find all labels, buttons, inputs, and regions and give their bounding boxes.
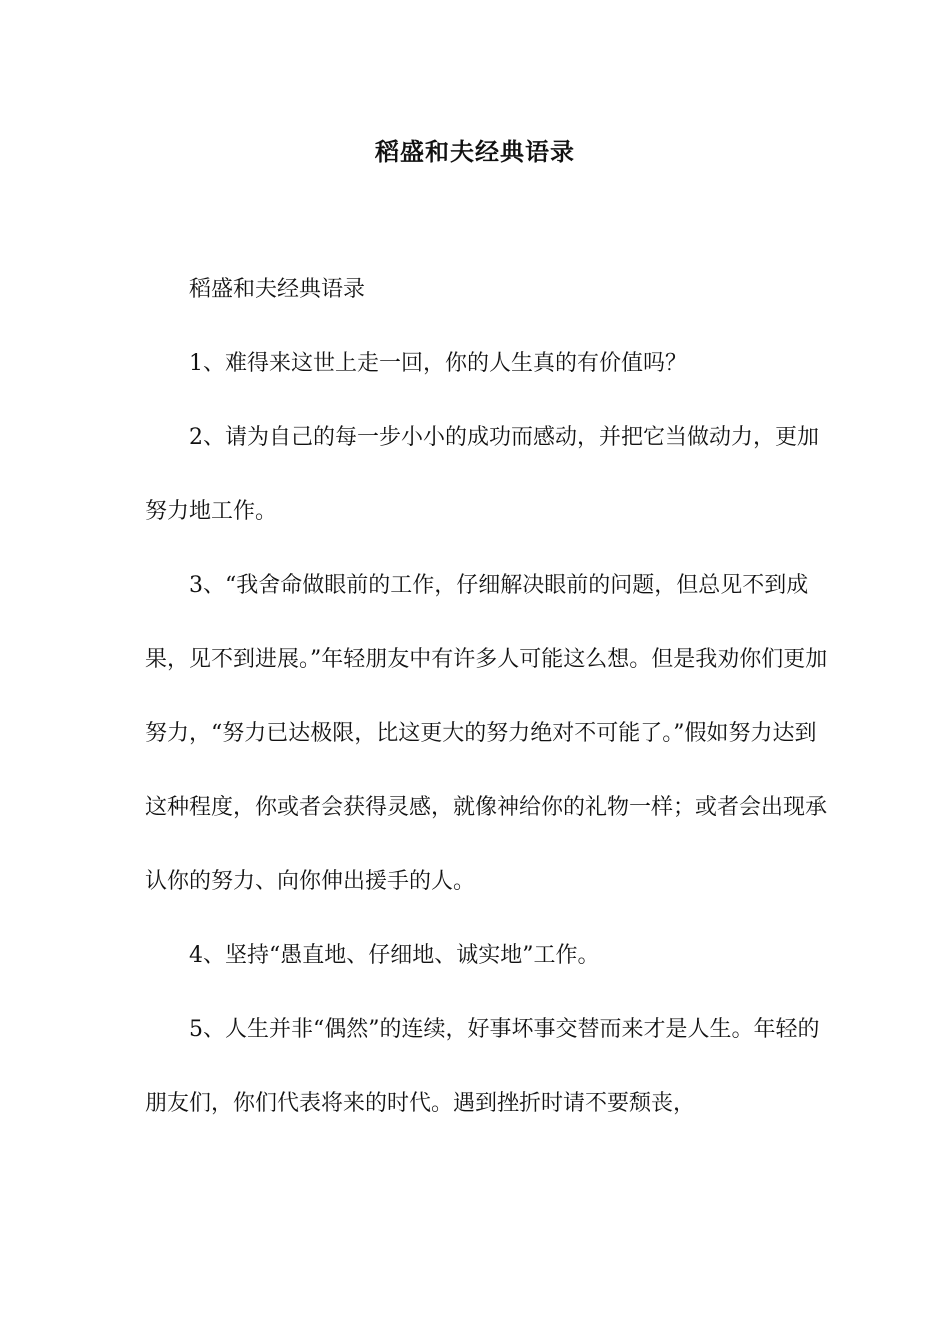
document-title: 稻盛和夫经典语录 [375, 137, 575, 166]
quote-paragraph-3: 3、“我舍命做眼前的工作，仔细解决眼前的问题，但总见不到成果，见不到进展。”年轻朋友中有许多人可能这么想。但是我劝你们更加努力，“努力已达极限，比这更大的努力绝对不可能了。”假如努力达到这种程度，你或者会获得灵感，就像神给你的礼物一样；或者会出现承认你的努力、向你伸出援手的人。 [145, 573, 828, 894]
quote-paragraph-2: 2、请为自己的每一步小小的成功而感动，并把它当做动力，更加努力地工作。 [145, 425, 819, 524]
quote-paragraph-4: 4、坚持“愚直地、仔细地、诚实地”工作。 [189, 943, 600, 968]
subtitle-paragraph: 稻盛和夫经典语录 [189, 277, 366, 302]
document-body [145, 253, 835, 1141]
quote-paragraph-1: 1、难得来这世上走一回，你的人生真的有价值吗？ [189, 351, 687, 376]
quote-paragraph-5: 5、人生并非“偶然”的连续，好事坏事交替而来才是人生。年轻的朋友们，你们代表将来的时代。遇到挫折时请不要颓丧， [145, 1017, 820, 1116]
